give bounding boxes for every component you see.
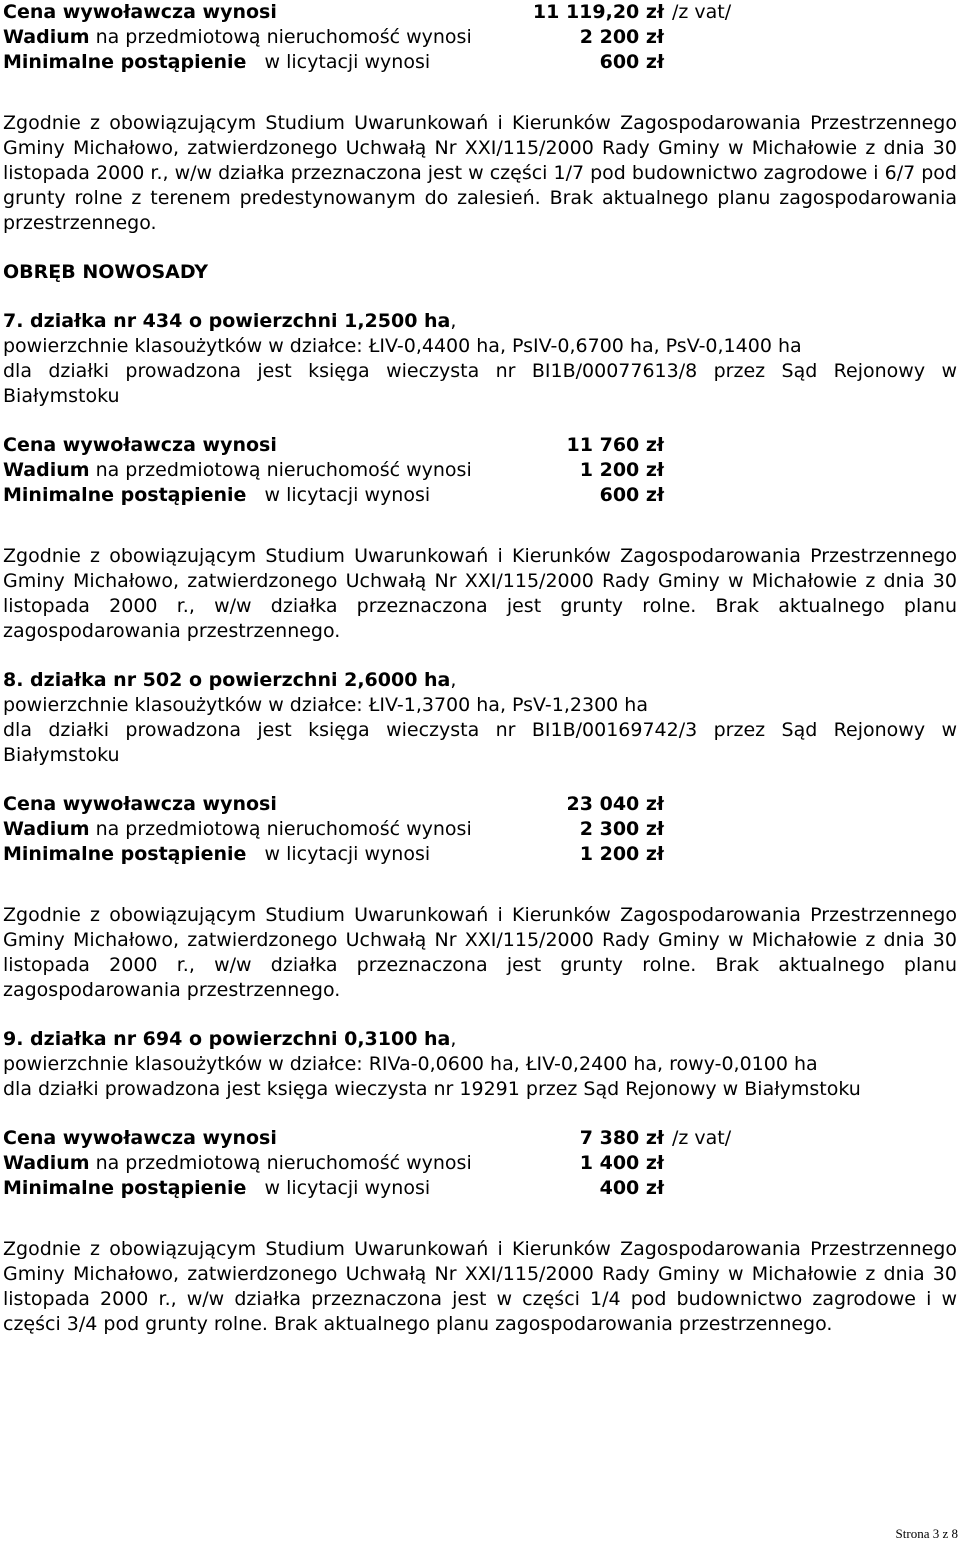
parcel-soil: powierzchnie klasoużytków w działce: ŁIV-1,3700 ha, PsV-1,2300 ha [3, 694, 648, 716]
deposit-amount: 2 200 zł [579, 26, 664, 48]
price-row-deposit [3, 458, 957, 483]
parcel-9 [3, 1027, 957, 1337]
zoning-paragraph: Zgodnie z obowiązującym Studium Uwarunkowań i Kierunków Zagospodarowania Przestrzennego Gminy Michałowo, zatwierdzonego Uchwałą Nr XXI/115/2000 Rady Gminy w Michałowie z dnia 30 listopada 2000 r., w/w działka przeznaczona jest grunty rolne. Brak aktualnego planu zagospodarowania przestrzennego. [3, 904, 957, 1001]
price-block [3, 433, 957, 508]
price-row-min-bid [3, 842, 957, 867]
price-block-top [3, 0, 957, 75]
starting-price-suffix: /z vat/ [672, 1, 732, 23]
deposit-amount: 2 300 zł [579, 818, 664, 840]
district-heading: OBRĘB NOWOSADY [3, 261, 209, 283]
starting-price-amount: 23 040 zł [566, 793, 664, 815]
min-bid-label: Minimalne postąpienie w licytacji wynosi [3, 484, 431, 506]
price-row-min-bid [3, 1176, 957, 1201]
price-row-starting [3, 0, 957, 25]
parcel-soil: powierzchnie klasoużytków w działce: ŁIV-0,4400 ha, PsIV-0,6700 ha, PsV-0,1400 ha [3, 335, 802, 357]
deposit-label: Wadium na przedmiotową nieruchomość wynosi [3, 459, 472, 481]
deposit-label: Wadium na przedmiotową nieruchomość wynosi [3, 26, 472, 48]
zoning-paragraph: Zgodnie z obowiązującym Studium Uwarunkowań i Kierunków Zagospodarowania Przestrzennego Gminy Michałowo, zatwierdzonego Uchwałą Nr XXI/115/2000 Rady Gminy w Michałowie z dnia 30 listopada 2000 r., w/w działka przeznaczona jest grunty rolne. Brak aktualnego planu zagospodarowania przestrzennego. [3, 545, 957, 642]
starting-price-label: Cena wywoławcza wynosi [3, 793, 277, 815]
starting-price-amount: 11 760 zł [566, 434, 664, 456]
price-row-deposit [3, 1151, 957, 1176]
price-row-starting [3, 792, 957, 817]
parcel-register: dla działki prowadzona jest księga wieczysta nr BI1B/00169742/3 przez Sąd Rejonowy w Białymstoku [3, 719, 957, 766]
min-bid-amount: 600 zł [599, 51, 664, 73]
document-page [3, 0, 957, 1337]
parcel-soil: powierzchnie klasoużytków w działce: RIVa-0,0600 ha, ŁIV-0,2400 ha, rowy-0,0100 ha [3, 1053, 818, 1075]
min-bid-amount: 1 200 zł [579, 843, 664, 865]
parcel-title: 9. działka nr 694 o powierzchni 0,3100 ha, [3, 1028, 457, 1050]
price-row-deposit [3, 25, 957, 50]
deposit-amount: 1 200 zł [579, 459, 664, 481]
page-number: Strona 3 z 8 [895, 1526, 958, 1541]
price-row-starting [3, 1126, 957, 1151]
min-bid-label: Minimalne postąpienie w licytacji wynosi [3, 51, 431, 73]
parcel-register: dla działki prowadzona jest księga wieczysta nr 19291 przez Sąd Rejonowy w Białymstoku [3, 1078, 861, 1100]
price-block [3, 792, 957, 867]
price-row-starting [3, 433, 957, 458]
deposit-amount: 1 400 zł [579, 1152, 664, 1174]
price-row-min-bid [3, 50, 957, 75]
min-bid-amount: 600 zł [599, 484, 664, 506]
min-bid-label: Minimalne postąpienie w licytacji wynosi [3, 1177, 431, 1199]
deposit-label: Wadium na przedmiotową nieruchomość wynosi [3, 1152, 472, 1174]
parcel-8 [3, 668, 957, 1003]
price-row-min-bid [3, 483, 957, 508]
starting-price-amount: 11 119,20 zł [532, 1, 664, 23]
zoning-paragraph: Zgodnie z obowiązującym Studium Uwarunkowań i Kierunków Zagospodarowania Przestrzennego Gminy Michałowo, zatwierdzonego Uchwałą Nr XXI/115/2000 Rady Gminy w Michałowie z dnia 30 listopada 2000 r., w/w działka przeznaczona jest w części 1/4 pod budownictwo zagrodowe i w części 3/4 pod grunty rolne. Brak aktualnego planu zagospodarowania przestrzennego. [3, 1238, 957, 1335]
starting-price-label: Cena wywoławcza wynosi [3, 434, 277, 456]
deposit-label: Wadium na przedmiotową nieruchomość wynosi [3, 818, 472, 840]
price-row-deposit [3, 817, 957, 842]
starting-price-label: Cena wywoławcza wynosi [3, 1, 277, 23]
price-block [3, 1126, 957, 1201]
parcel-register: dla działki prowadzona jest księga wieczysta nr BI1B/00077613/8 przez Sąd Rejonowy w Białymstoku [3, 360, 957, 407]
starting-price-amount: 7 380 zł [579, 1127, 664, 1149]
min-bid-label: Minimalne postąpienie w licytacji wynosi [3, 843, 431, 865]
starting-price-label: Cena wywoławcza wynosi [3, 1127, 277, 1149]
parcel-7 [3, 309, 957, 644]
starting-price-suffix: /z vat/ [672, 1127, 732, 1149]
parcel-title: 8. działka nr 502 o powierzchni 2,6000 ha, [3, 669, 457, 691]
min-bid-amount: 400 zł [599, 1177, 664, 1199]
parcel-title: 7. działka nr 434 o powierzchni 1,2500 ha, [3, 310, 457, 332]
zoning-paragraph-top: Zgodnie z obowiązującym Studium Uwarunkowań i Kierunków Zagospodarowania Przestrzennego Gminy Michałowo, zatwierdzonego Uchwałą Nr XXI/115/2000 Rady Gminy w Michałowie z dnia 30 listopada 2000 r., w/w działka przeznaczona jest w części 1/7 pod budownictwo zagrodowe i 6/7 pod grunty rolne z terenem predestynowanym do zalesień. Brak aktualnego planu zagospodarowania przestrzennego. [3, 112, 957, 234]
